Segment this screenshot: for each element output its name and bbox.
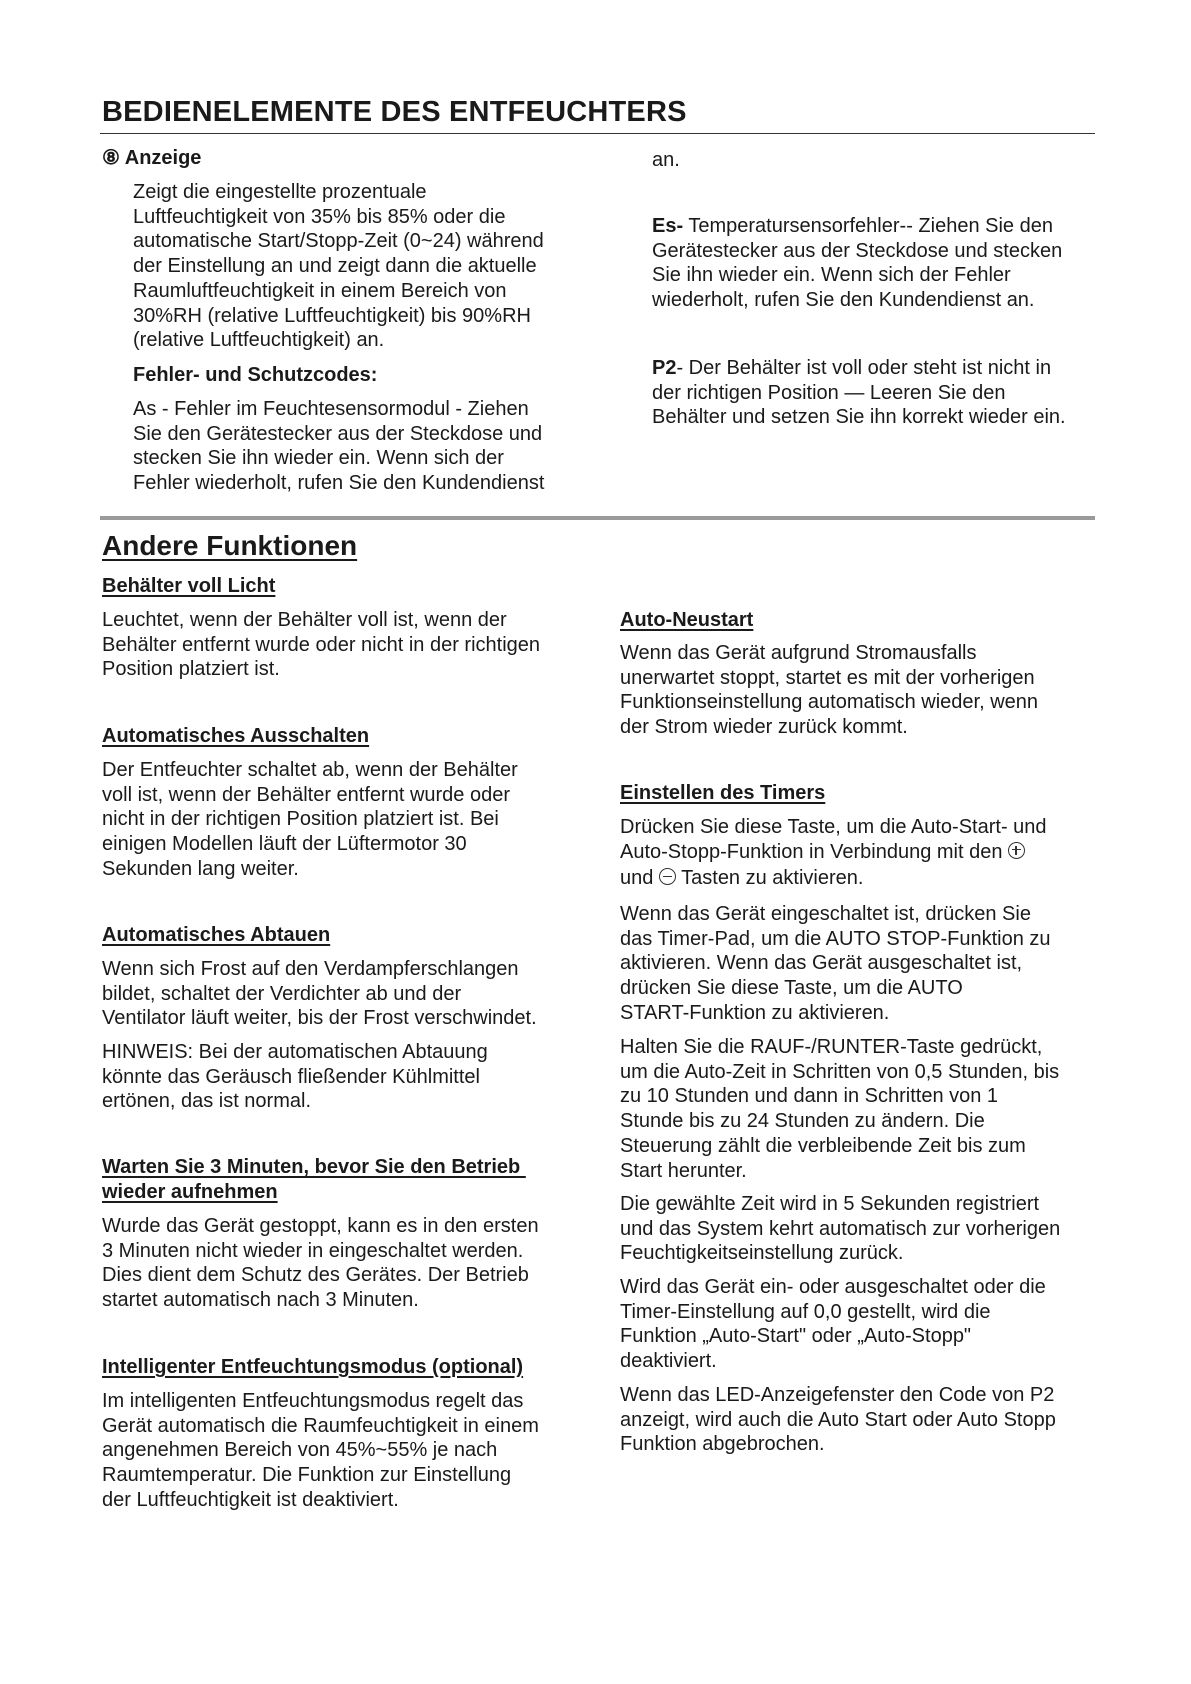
paragraph-wait-3-minutes — [102, 1214, 539, 1313]
text-line: startet automatisch nach 3 Minuten. — [102, 1289, 419, 1312]
text-line: Wenn das Gerät aufgrund Stromausfalls — [620, 642, 977, 664]
paragraph-smart-dry-mode — [102, 1389, 539, 1513]
text-line: deaktiviert. — [620, 1350, 717, 1373]
text-line: Zeigt die eingestellte prozentuale — [133, 181, 427, 203]
text-line: Ventilator läuft weiter, bis der Frost verschwindet. — [102, 1007, 537, 1030]
text-line: Halten Sie die RAUF-/RUNTER-Taste gedrückt, — [620, 1036, 1043, 1058]
text-line: Steuerung zählt die verbleibende Zeit bis zum — [620, 1134, 1026, 1157]
error-code-label: P2 — [652, 357, 677, 379]
error-code-label: Es- — [652, 215, 684, 237]
text-line: Funktionseinstellung automatisch wieder, wenn — [620, 691, 1039, 714]
text-line: As - Fehler im Feuchtesensormodul - Ziehen — [133, 398, 529, 420]
text-line: Funktion „Auto-Start" oder „Auto-Stopp" — [620, 1325, 972, 1348]
text-line: Raumluftfeuchtigkeit in einem Bereich von — [133, 279, 507, 302]
text-line: der Strom wieder zurück kommt. — [620, 716, 908, 739]
text-line: Auto-Stopp-Funktion in Verbindung mit den — [620, 840, 1009, 863]
text-line: Wenn das LED-Anzeigefenster den Code von P2 — [620, 1384, 1055, 1406]
text-line: einigen Modellen läuft der Lüftermotor 30 — [102, 833, 467, 856]
heading-wait-3-minutes — [102, 1155, 526, 1204]
text-line: START-Funktion zu aktivieren. — [620, 1001, 890, 1024]
paragraph-timer-intro — [620, 815, 1047, 891]
text-line: Luftfeuchtigkeit von 35% bis 85% oder die — [133, 205, 506, 228]
text-line: Gerätestecker aus der Steckdose und stecken — [652, 239, 1063, 262]
paragraph-timer-deactivate — [620, 1275, 1046, 1374]
text-line: das Timer-Pad, um die AUTO STOP-Funktion zu — [620, 927, 1051, 950]
text-line: - Der Behälter ist voll oder steht ist nicht in — [676, 357, 1052, 379]
text-line: der Einstellung an und zeigt dann die aktuelle — [133, 255, 537, 278]
text-line: 30%RH (relative Luftfeuchtigkeit) bis 90%RH — [133, 304, 531, 327]
text-line: angenehmen Bereich von 45%~55% je nach — [102, 1439, 498, 1462]
text-line: Gerät automatisch die Raumfeuchtigkeit in einem — [102, 1414, 539, 1437]
text-line: voll ist, wenn der Behälter entfernt wurde oder — [102, 783, 510, 806]
text-line: wiederholt, rufen Sie den Kundendienst an. — [652, 289, 1035, 312]
text-line: Drücken Sie diese Taste, um die Auto-Start- und — [620, 816, 1047, 838]
error-codes-heading: Fehler- und Schutzcodes: — [133, 364, 378, 386]
heading-auto-restart: Auto-Neustart — [620, 609, 754, 631]
text-line: Funktion abgebrochen. — [620, 1433, 825, 1456]
text-line: zu 10 Stunden und dann in Schritten von 1 — [620, 1085, 999, 1108]
text-line: Fehler wiederholt, rufen Sie den Kundendienst — [133, 472, 545, 495]
text-line: Warten Sie 3 Minuten, bevor Sie den Betrieb — [102, 1156, 526, 1178]
paragraph-timer-steps — [620, 1035, 1059, 1183]
text-line: Raumtemperatur. Die Funktion zur Einstellung — [102, 1464, 512, 1487]
heading-timer-setting: Einstellen des Timers — [620, 782, 826, 804]
text-line: Sie den Gerätestecker aus der Steckdose und — [133, 422, 543, 445]
text-line: um die Auto-Zeit in Schritten von 0,5 Stunden, bis — [620, 1060, 1060, 1083]
text-line: Die gewählte Zeit wird in 5 Sekunden registriert — [620, 1193, 1040, 1215]
text-line: Position platziert ist. — [102, 658, 280, 681]
text-line: Im intelligenten Entfeuchtungsmodus regelt das — [102, 1390, 524, 1412]
text-line: Wenn das Gerät eingeschaltet ist, drücken Sie — [620, 903, 1031, 925]
text-line: Behälter und setzen Sie ihn korrekt wieder ein. — [652, 406, 1066, 429]
display-description — [133, 180, 544, 353]
text-line: 3 Minuten nicht wieder in eingeschaltet werden. — [102, 1239, 524, 1262]
text-line: Timer-Einstellung auf 0,0 gestellt, wird die — [620, 1300, 991, 1323]
paragraph-timer-register — [620, 1192, 1060, 1266]
text-line: Start herunter. — [620, 1159, 747, 1182]
paragraph-auto-defrost — [102, 957, 537, 1031]
paragraph-timer-p2-cancel — [620, 1383, 1056, 1457]
paragraph-auto-restart — [620, 641, 1038, 740]
paragraph-auto-shutoff — [102, 758, 518, 882]
text-line: anzeigt, wird auch die Auto Start oder Auto Stopp — [620, 1408, 1056, 1431]
text-line: Sekunden lang weiter. — [102, 857, 299, 880]
text-line: wieder aufnehmen — [102, 1180, 278, 1203]
text-line: aktivieren. Wenn das Gerät ausgeschaltet ist, — [620, 952, 1023, 975]
text-line: und — [620, 867, 659, 890]
paragraph-defrost-note — [102, 1040, 488, 1114]
text-line: der Luftfeuchtigkeit ist deaktiviert. — [102, 1488, 399, 1511]
text-line: nicht in der richtigen Position platziert ist. Bei — [102, 808, 499, 831]
text-line: Wird das Gerät ein- oder ausgeschaltet oder die — [620, 1276, 1046, 1298]
paragraph-tank-full-light — [102, 608, 540, 682]
es-error-code — [652, 214, 1062, 313]
heading-auto-shutoff: Automatisches Ausschalten — [102, 725, 370, 747]
plus-circle-icon — [1008, 842, 1025, 859]
text-line: (relative Luftfeuchtigkeit) an. — [133, 329, 385, 352]
text-line: der richtigen Position — Leeren Sie den — [652, 381, 1006, 404]
section-title: Andere Funktionen — [102, 530, 358, 561]
text-line: ertönen, das ist normal. — [102, 1090, 311, 1113]
text-line: Wenn sich Frost auf den Verdampferschlangen — [102, 958, 519, 980]
text-line: Temperatursensorfehler-- Ziehen Sie den — [683, 215, 1053, 237]
heading-smart-dry-mode: Intelligenter Entfeuchtungsmodus (optional) — [102, 1356, 524, 1378]
display-label: ⑧ Anzeige — [102, 147, 202, 169]
text-line: stecken Sie ihn wieder ein. Wenn sich der — [133, 447, 504, 470]
text-line: Sie ihn wieder ein. Wenn sich der Fehler — [652, 264, 1011, 287]
text-line: bildet, schaltet der Verdichter ab und der — [102, 982, 462, 1005]
title-divider — [100, 133, 1095, 134]
heading-tank-full-light: Behälter voll Licht — [102, 575, 276, 597]
text-line: Dies dient dem Schutz des Gerätes. Der Betrieb — [102, 1264, 529, 1287]
text-line: unerwartet stoppt, startet es mit der vorherigen — [620, 666, 1035, 689]
text-line: automatische Start/Stopp-Zeit (0~24) während — [133, 230, 544, 253]
minus-circle-icon — [659, 868, 676, 885]
paragraph-timer-on-off — [620, 902, 1051, 1026]
text-line: Stunde bis zu 24 Stunden zu ändern. Die — [620, 1110, 985, 1133]
text-line: Der Entfeuchter schaltet ab, wenn der Behälter — [102, 759, 518, 781]
text-line: Wurde das Gerät gestoppt, kann es in den ersten — [102, 1215, 539, 1237]
text-line: Feuchtigkeitseinstellung zurück. — [620, 1242, 904, 1265]
text-line: und das System kehrt automatisch zur vorherigen — [620, 1217, 1061, 1240]
as-error-code — [133, 397, 544, 496]
text-line: Leuchtet, wenn der Behälter voll ist, wenn der — [102, 609, 507, 631]
section-divider — [100, 516, 1095, 520]
p2-error-code — [652, 356, 1066, 430]
text-line: drücken Sie diese Taste, um die AUTO — [620, 977, 963, 1000]
text-line: Tasten zu aktivieren. — [675, 867, 864, 890]
text-line: könnte das Geräusch fließender Kühlmittel — [102, 1065, 480, 1088]
text-line: HINWEIS: Bei der automatischen Abtauung — [102, 1041, 488, 1063]
heading-auto-defrost: Automatisches Abtauen — [102, 924, 331, 946]
page-title: BEDIENELEMENTE DES ENTFEUCHTERS — [102, 96, 687, 128]
text-line: Behälter entfernt wurde oder nicht in der richtigen — [102, 633, 541, 656]
as-error-code-tail: an. — [652, 149, 680, 171]
